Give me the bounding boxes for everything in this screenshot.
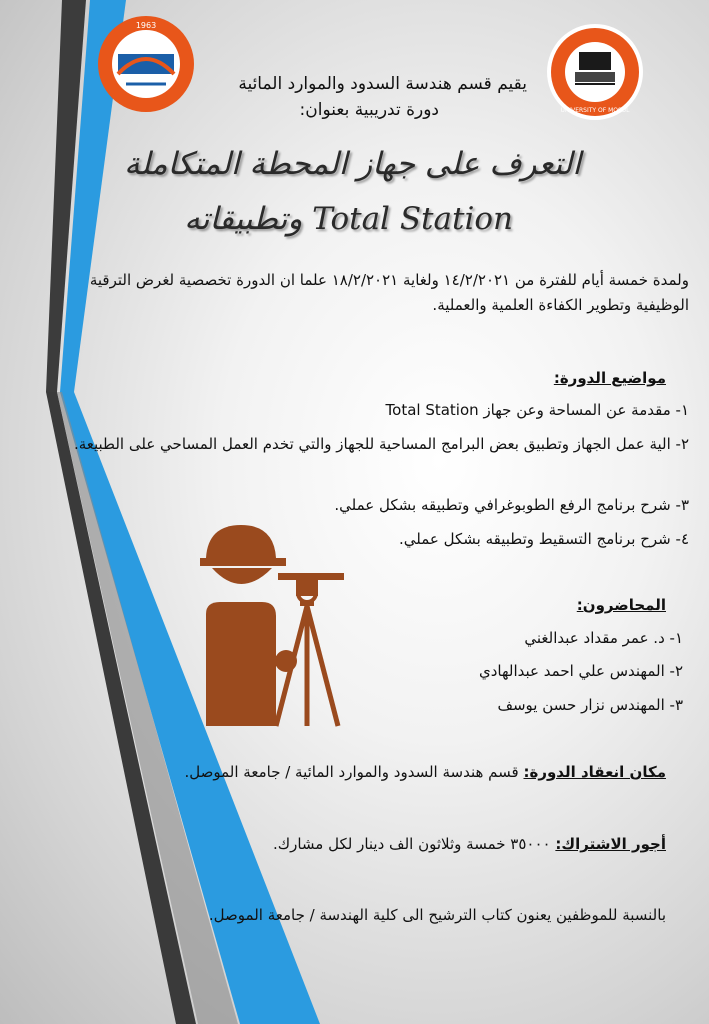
venue-value: قسم هندسة السدود والموارد المائية / جامعة الموصل. [184,763,524,781]
fee-value: ٣٥٠٠٠ خمسة وثلاثون الف دينار لكل مشارك. [272,835,556,853]
nomination-note: بالنسبة للموظفين يعنون كتاب الترشيح الى كلية الهندسة / جامعة الموصل. [208,906,666,924]
lecturer-item-3: ٣- المهندس نزار حسن يوسف [497,696,683,714]
lecturer-item-2: ٢- المهندس علي احمد عبدالهادي [479,662,683,680]
title-line-2: Total Station وتطبيقاته [184,201,513,237]
surveyor-with-total-station-icon [196,520,346,730]
fee-label: أجور الاشتراك: [555,835,666,853]
topic-item-1: ١- مقدمة عن المساحة وعن جهاز Total Station [385,401,689,419]
venue-label: مكان انعقاد الدورة: [523,763,666,781]
venue-line [185,760,666,785]
department-line: يقيم قسم هندسة السدود والموارد المائية [238,74,527,94]
topic-item-2: ٢- الية عمل الجهاز وتطبيق بعض البرامج المساحية للجهاز والتي تخدم العمل المساحي على الطبيعة. [73,435,689,453]
topic-item-4: ٤- شرح برنامج التسقيط وتطبيقه بشكل عملي. [399,530,689,548]
college-logo-icon [96,14,196,114]
lecturer-item-1: ١- د. عمر مقداد عبدالغني [524,629,683,647]
intro-text: ولمدة خمسة أيام للفترة من ١٤/٢/٢٠٢١ ولغاية ١٨/٢/٢٠٢١ علما ان الدورة تخصصية لغرض الترقية الوظيفية وتطوير الكفاءة العلمية والعملية. [89,271,689,314]
title-line-1: التعرف على جهاز المحطة المتكاملة [124,146,581,182]
lecturers-heading: المحاضرون: [576,596,666,614]
fee-line [273,832,666,857]
logo-year: 1963 [135,21,157,30]
course-line: دورة تدريبية بعنوان: [299,100,439,120]
logo-caption: UNIVERSITY OF MOSUL [560,107,630,114]
topics-heading: مواضيع الدورة: [553,369,666,387]
topic-item-3: ٣- شرح برنامج الرفع الطوبوغرافي وتطبيقه بشكل عملي. [334,496,689,514]
university-logo-icon [545,22,645,122]
